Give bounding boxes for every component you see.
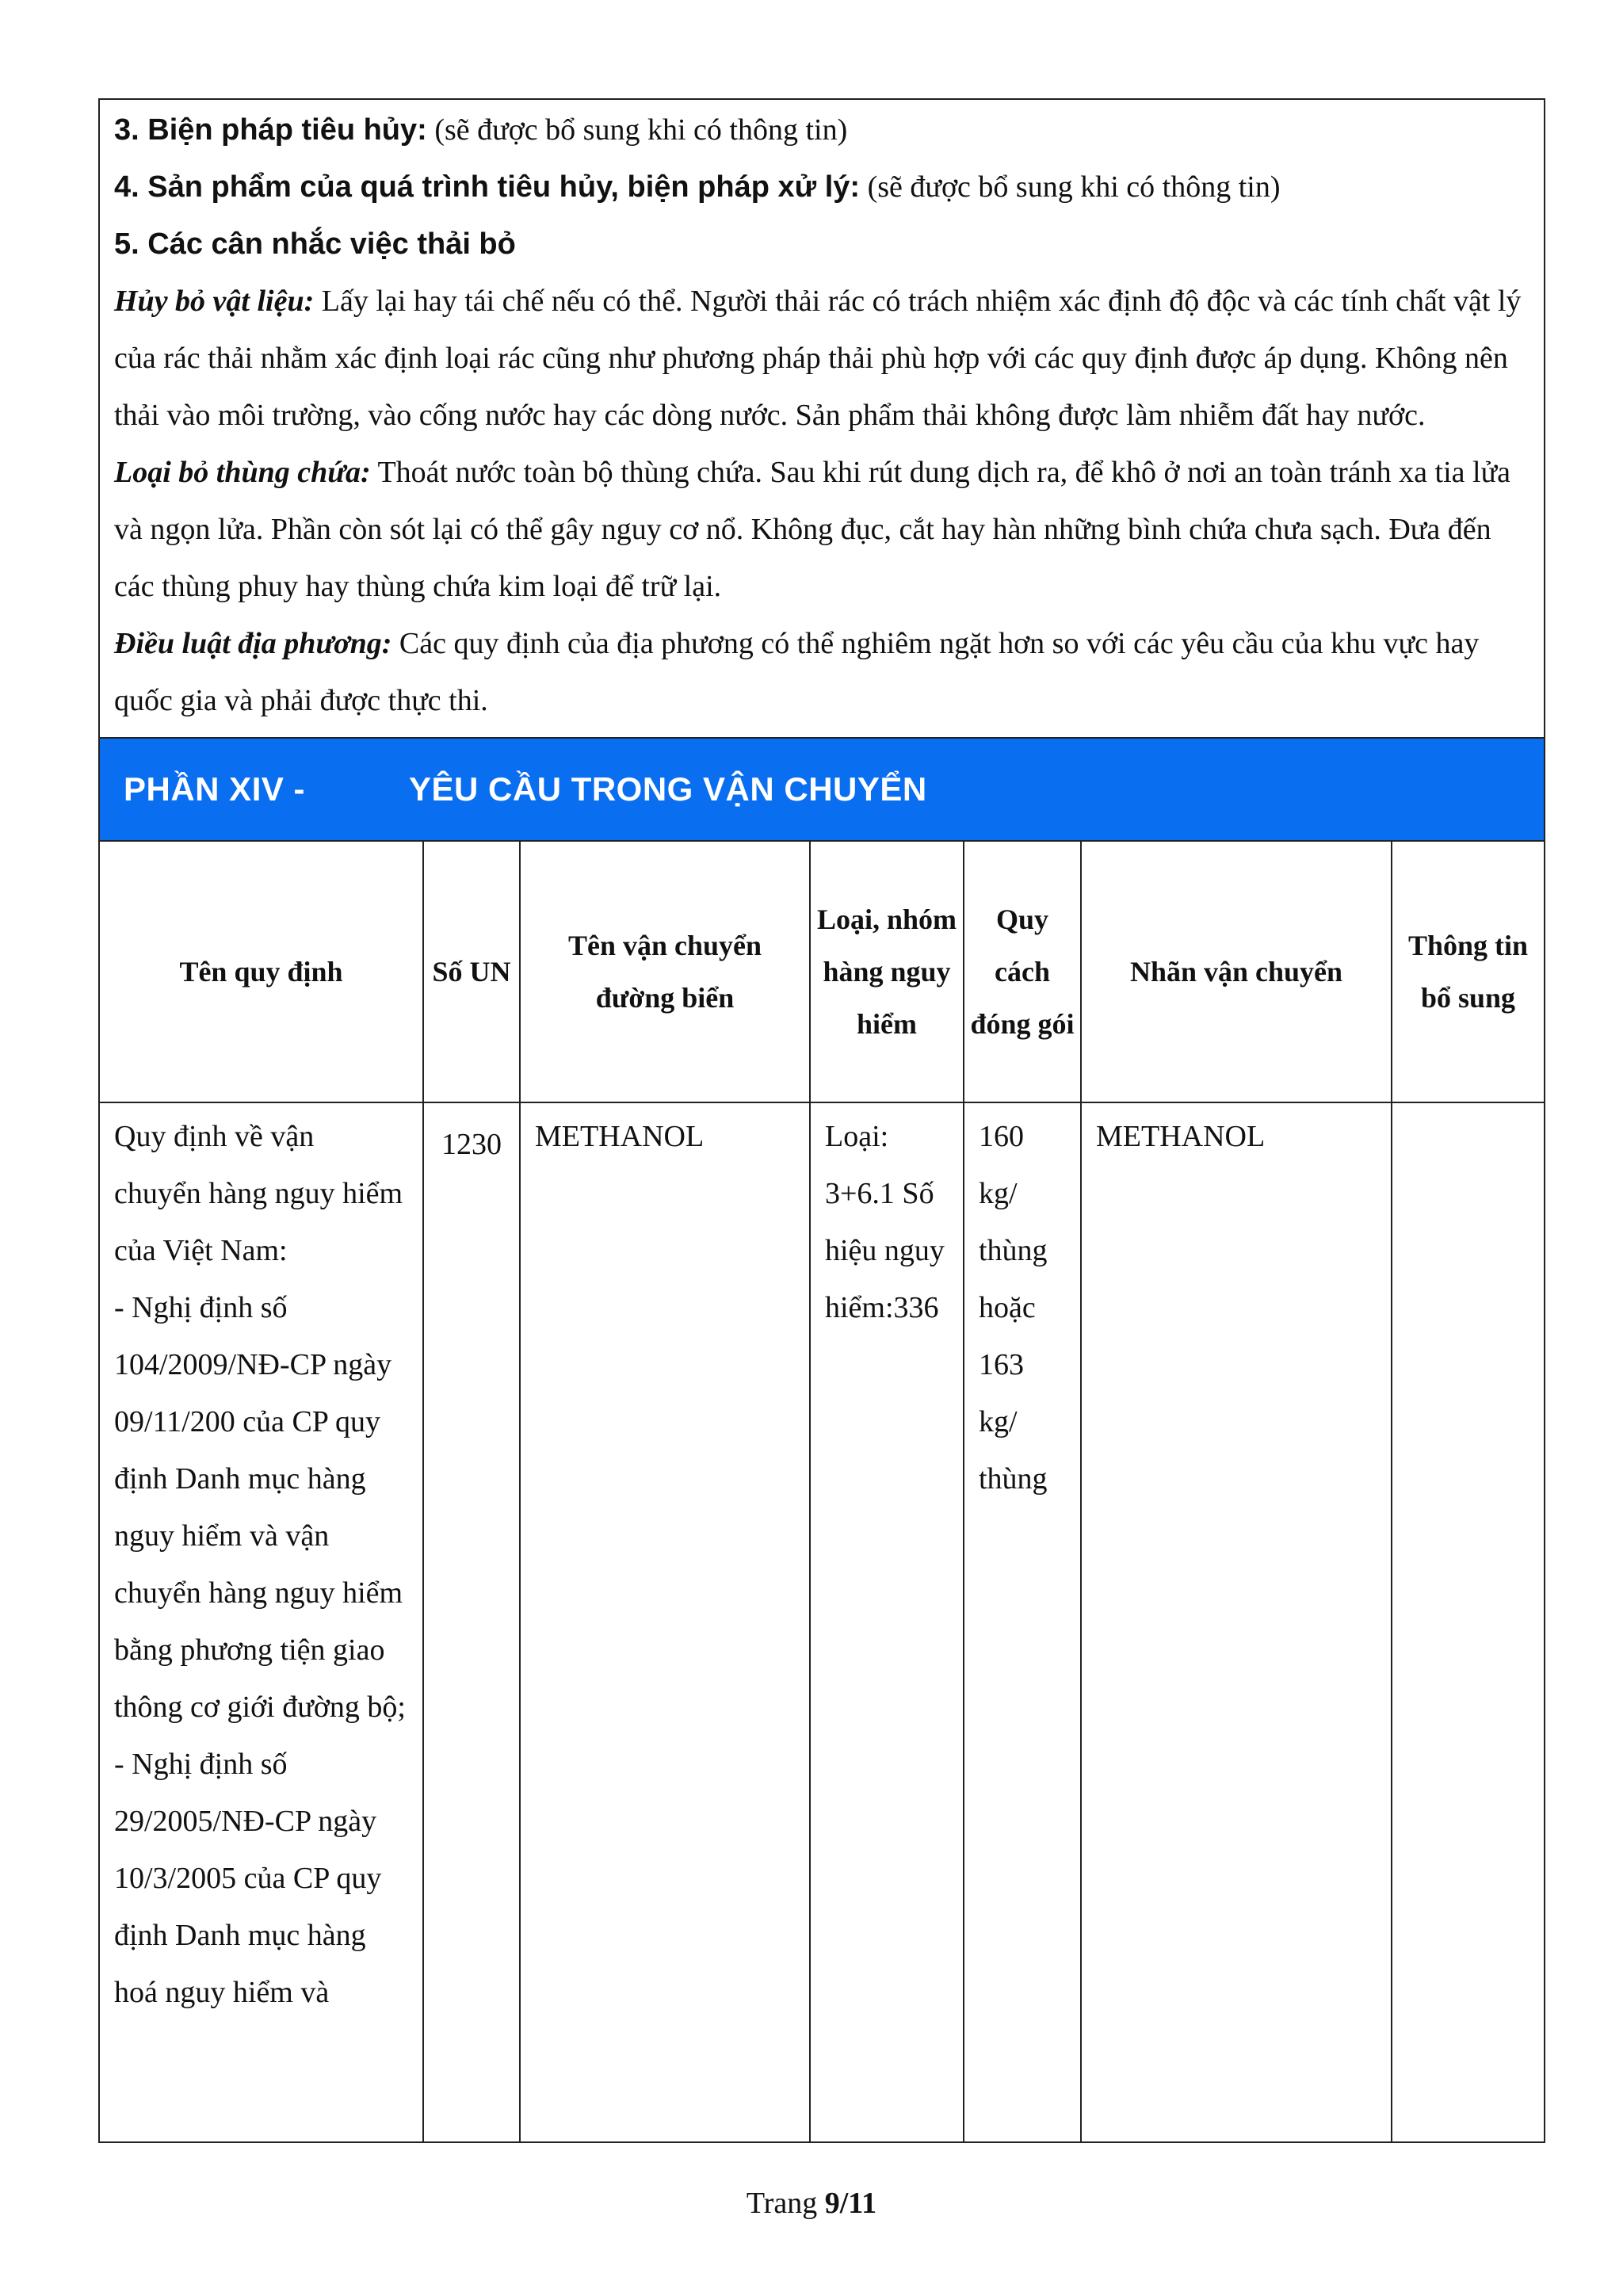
disposal-products-text: (sẽ được bổ sung khi có thông tin) bbox=[860, 170, 1281, 204]
header-transport-label: Nhãn vận chuyển bbox=[1081, 842, 1392, 1102]
section-title: YÊU CẦU TRONG VẬN CHUYỂN bbox=[409, 770, 927, 808]
disposal-method bbox=[114, 101, 1533, 159]
material-disposal-text: Lấy lại hay tái chế nếu có thể. Người thải rác có trách nhiệm xác định độ độc và các tính chất vật lý của rác thải nhằm xác định loại rác cũng như phương pháp thải phù hợp với các quy định được áp dụng. Không nên thải vào môi trường, vào cống nước hay các dòng nước. Sản phẩm thải không được làm nhiễm đất hay nước. bbox=[114, 285, 1522, 432]
cell-additional-info bbox=[1392, 1102, 1544, 2142]
cell-shipping-name: METHANOL bbox=[520, 1102, 810, 2142]
disposal-considerations-label: 5. Các cân nhắc việc thải bỏ bbox=[114, 227, 516, 261]
header-packaging: Quy cách đóng gói bbox=[964, 842, 1081, 1102]
local-regulations-text: Các quy định của địa phương có thể nghiêm ngặt hơn so với các yêu cầu của khu vực hay quốc gia và phải được thực thi. bbox=[114, 627, 1480, 717]
disposal-products-label: 4. Sản phẩm của quá trình tiêu hủy, biện pháp xử lý: bbox=[114, 170, 861, 204]
container-disposal-label: Loại bỏ thùng chứa: bbox=[114, 456, 371, 489]
page-prefix: Trang bbox=[746, 2187, 825, 2220]
cell-transport-label: METHANOL bbox=[1081, 1102, 1392, 2142]
container-disposal-text: Thoát nước toàn bộ thùng chứa. Sau khi rút dung dịch ra, để khô ở nơi an toàn tránh xa tia lửa và ngọn lửa. Phần còn sót lại có thể gây nguy cơ nổ. Không đục, cắt hay hàn những bình chứa chưa sạch. Đưa đến các thùng phuy hay thùng chứa kim loại để trữ lại. bbox=[114, 456, 1511, 603]
transport-table bbox=[100, 842, 1544, 2143]
cell-regulation: Quy định về vận chuyển hàng nguy hiểm của Việt Nam: - Nghị định số 104/2009/NĐ-CP ngày 09/11/200 của CP quy định Danh mục hàng nguy hiểm và vận chuyển hàng nguy hiểm bằng phương tiện giao thông cơ giới đường bộ; - Nghị định số 29/2005/NĐ-CP ngày 10/3/2005 của CP quy định Danh mục hàng hoá nguy hiểm và bbox=[100, 1102, 423, 2142]
header-un-number: Số UN bbox=[423, 842, 520, 1102]
disposal-considerations bbox=[114, 216, 1533, 273]
cell-packaging: 160 kg/ thùng hoặc 163 kg/ thùng bbox=[964, 1102, 1081, 2142]
local-regulations-label: Điều luật địa phương: bbox=[114, 627, 392, 660]
disposal-products bbox=[114, 159, 1533, 216]
header-additional-info: Thông tin bổ sung bbox=[1392, 842, 1544, 1102]
local-regulations bbox=[114, 615, 1533, 729]
cell-hazard-class: Loại: 3+6.1 Số hiệu nguy hiểm:336 bbox=[810, 1102, 964, 2142]
section-header bbox=[100, 737, 1544, 842]
header-regulation-name: Tên quy định bbox=[100, 842, 423, 1102]
header-shipping-name: Tên vận chuyển đường biển bbox=[520, 842, 810, 1102]
container-disposal bbox=[114, 444, 1533, 615]
section-number: PHẦN XIV - bbox=[124, 770, 306, 808]
material-disposal-label: Hủy bỏ vật liệu: bbox=[114, 285, 315, 318]
disposal-method-text: (sẽ được bổ sung khi có thông tin) bbox=[426, 113, 848, 147]
cell-un-number: 1230 bbox=[423, 1102, 520, 2142]
page-footer bbox=[0, 2186, 1623, 2221]
table-row bbox=[100, 1102, 1544, 2142]
material-disposal bbox=[114, 273, 1533, 444]
disposal-section bbox=[100, 100, 1544, 737]
document-frame bbox=[98, 98, 1545, 2143]
header-hazard-class: Loại, nhóm hàng nguy hiểm bbox=[810, 842, 964, 1102]
page-number: 9/11 bbox=[824, 2187, 877, 2220]
table-header-row bbox=[100, 842, 1544, 1102]
disposal-method-label: 3. Biện pháp tiêu hủy: bbox=[114, 113, 427, 147]
